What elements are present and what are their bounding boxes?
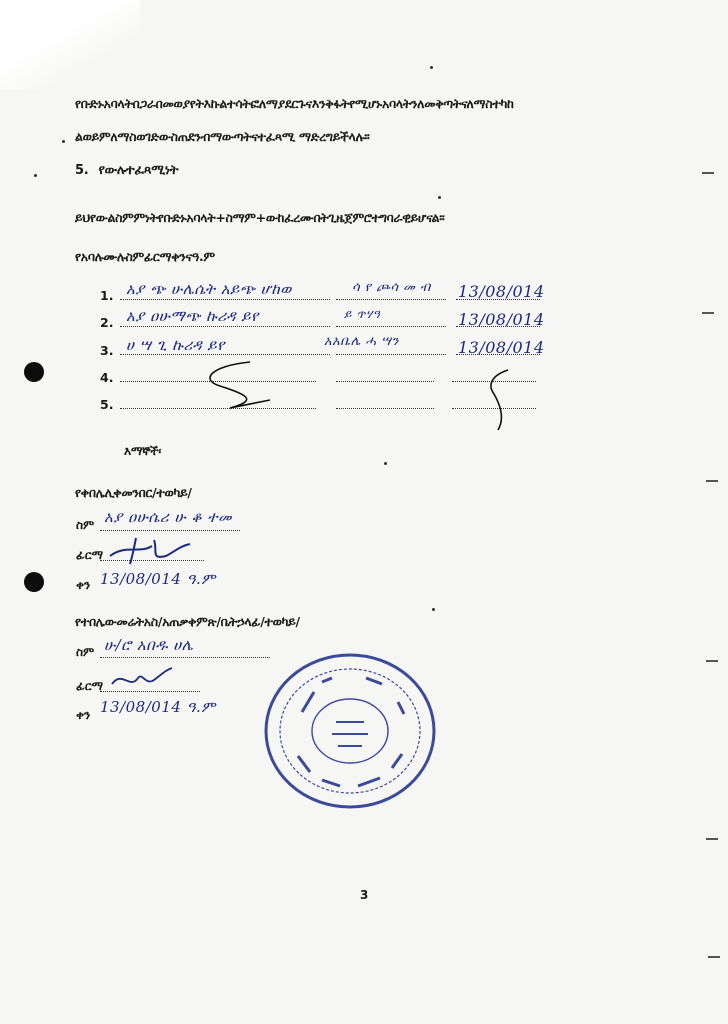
member-3-date: 13/08/014	[458, 338, 545, 357]
row-number: 4.	[100, 370, 114, 385]
margin-mark	[706, 480, 718, 482]
member-3-name: ሀ ሣ ጊ ኩሪዳ ይየ	[126, 336, 225, 354]
member-1-name: አያ ጭ ሁሌሴት አይጭ ሆከወ	[126, 280, 292, 298]
receiver-name-line	[100, 530, 240, 531]
margin-mark	[708, 956, 720, 958]
folded-corner	[0, 0, 140, 90]
receiver-date-label: ቀን	[76, 578, 91, 592]
sign-line	[336, 299, 446, 300]
expert-title: የተበሌውመሬትአስ/አጠቃቀምጽ/ቤትኃላፊ/ተወካይ/	[75, 614, 300, 629]
section-title: የውሉተፈጻሚነት	[98, 163, 179, 178]
expert-name-label: ስም	[76, 645, 95, 659]
members-intro: የአባሉሙሉስምፊርማቀንናዓ.ም	[75, 249, 215, 264]
receiver-date-value: 13/08/014 ዓ.ም	[100, 570, 216, 588]
strike-mark-date	[480, 364, 520, 434]
receiver-name-value: አያ ዐሁሴሪ ሁ ቆ ተመ	[104, 508, 233, 526]
section-heading	[75, 163, 178, 178]
receiver-signature	[106, 534, 196, 566]
expert-sign-label: ፊርማ	[76, 679, 104, 693]
row-number: 2.	[100, 315, 114, 330]
scan-speck	[430, 66, 433, 69]
section-body: ይህየውልስምምነትየቡድኑአባላት+ስማም+ውከፈረሙበትጊዜጀምሮተግባራዊይሆናል፡፡	[75, 210, 445, 225]
scan-speck	[62, 140, 65, 143]
name-line	[120, 299, 330, 300]
page-number: 3	[360, 888, 369, 902]
member-2-date: 13/08/014	[458, 310, 545, 329]
member-1-date: 13/08/014	[458, 282, 545, 301]
sign-line	[336, 354, 446, 355]
section-number: 5.	[75, 163, 89, 178]
name-line	[120, 354, 330, 355]
strike-mark-name	[190, 356, 280, 416]
scan-speck	[34, 174, 37, 177]
punch-hole-bottom	[24, 572, 44, 592]
member-1-sign: ሳ የ ጮሳ መ ብ	[352, 280, 431, 295]
scan-speck	[432, 608, 435, 611]
row-number: 5.	[100, 397, 114, 412]
scan-speck	[438, 196, 441, 199]
margin-mark	[702, 312, 714, 314]
paragraph-line-2: ልወይምለማስወገድውስጠደንብማውጣትናተፈጻሚ ማድረግይችላሉ፡፡	[75, 129, 370, 144]
member-2-name: አያ ዐሁማጭ ኩሪዳ ይየ	[126, 307, 259, 325]
row-number: 3.	[100, 343, 114, 358]
paragraph-line-1: የቡድኑአባላትበጋራበመወያየትእኩልተሳትፎለማያደርጉናእንቅፋትየሚሆኑአባላትንለመቅጣትናለማስተካከ	[75, 96, 514, 111]
expert-date-label: ቀን	[76, 708, 91, 722]
expert-name-line	[100, 657, 270, 658]
scan-speck	[384, 462, 387, 465]
margin-mark	[702, 172, 714, 174]
row-number: 1.	[100, 288, 114, 303]
sign-line	[336, 381, 434, 382]
expert-date-value: 13/08/014 ዓ.ም	[100, 698, 216, 716]
witnesses-heading: እማኞች፡	[124, 444, 161, 458]
sign-line	[336, 408, 434, 409]
official-stamp-seal	[262, 652, 438, 810]
punch-hole-top	[24, 362, 44, 382]
margin-mark	[706, 660, 718, 662]
receiver-title: የቀበሌሊቀመንበር/ተወካይ/	[75, 485, 192, 500]
name-line	[120, 326, 330, 327]
margin-mark	[706, 838, 718, 840]
receiver-name-label: ስም	[76, 518, 95, 532]
member-3-sign: አአቤሌ ሓ ሣን	[324, 334, 399, 349]
sign-line	[336, 326, 446, 327]
receiver-sign-label: ፊርማ	[76, 548, 104, 562]
expert-signature	[108, 664, 178, 694]
expert-name-value: ሁ/ሮ አበዱ ሀሌ	[104, 636, 194, 654]
member-2-sign: ይ ጥሃዓ	[344, 307, 381, 321]
